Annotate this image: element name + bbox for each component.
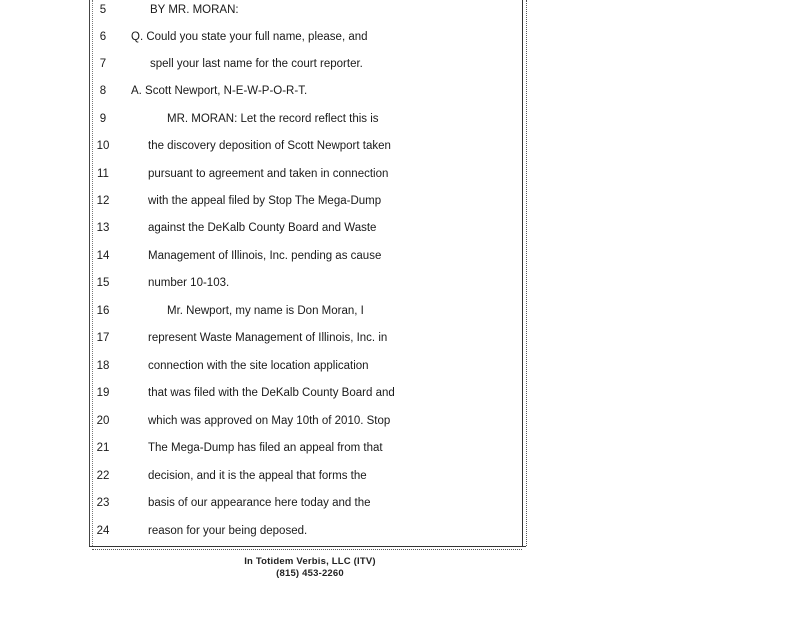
line-text: which was approved on May 10th of 2010. Stop	[148, 415, 391, 427]
line-number: 24	[96, 525, 110, 537]
line-number: 12	[96, 195, 110, 207]
transcript-line	[0, 246, 520, 266]
line-number: 19	[96, 387, 110, 399]
line-text: represent Waste Management of Illinois, Inc. in	[148, 332, 388, 344]
line-text: MR. MORAN: Let the record reflect this is	[167, 113, 379, 125]
line-number: 11	[97, 168, 109, 180]
line-text: basis of our appearance here today and the	[148, 497, 371, 509]
transcript-line	[0, 493, 520, 513]
line-text: A. Scott Newport, N-E-W-P-O-R-T.	[131, 85, 308, 97]
line-number: 10	[96, 140, 110, 152]
bottom-rule-dotted	[92, 549, 522, 550]
line-text: reason for your being deposed.	[148, 525, 308, 537]
transcript-line	[0, 301, 520, 321]
transcript-line	[0, 521, 520, 541]
footer-company: In Totidem Verbis, LLC (ITV)	[244, 556, 376, 567]
transcript-line	[0, 356, 520, 376]
line-number: 13	[96, 222, 110, 234]
line-text: that was filed with the DeKalb County Board and	[148, 387, 395, 399]
right-margin-rule	[522, 0, 523, 546]
transcript-line	[0, 466, 520, 486]
transcript-line	[0, 383, 520, 403]
transcript-line	[0, 109, 520, 129]
transcript-line	[0, 164, 520, 184]
transcript-line	[0, 54, 520, 74]
transcript-line	[0, 438, 520, 458]
line-text: Mr. Newport, my name is Don Moran, I	[167, 305, 364, 317]
line-number: 16	[96, 305, 110, 317]
transcript-line	[0, 273, 520, 293]
line-text: Q. Could you state your full name, please, and	[131, 31, 368, 43]
line-number: 6	[99, 31, 107, 43]
line-number: 8	[99, 85, 107, 97]
line-text: the discovery deposition of Scott Newport taken	[148, 140, 391, 152]
transcript-line	[0, 411, 520, 431]
line-number: 20	[96, 415, 110, 427]
bottom-rule	[89, 546, 526, 547]
line-number: 22	[96, 470, 110, 482]
line-text: The Mega-Dump has filed an appeal from that	[148, 442, 383, 454]
line-number: 7	[99, 58, 107, 70]
transcript-line	[0, 0, 520, 20]
line-text: spell your last name for the court reporter.	[150, 58, 363, 70]
transcript-line	[0, 27, 520, 47]
line-number: 15	[96, 277, 110, 289]
transcript-line	[0, 328, 520, 348]
line-text: BY MR. MORAN:	[150, 4, 239, 16]
line-number: 5	[99, 4, 107, 16]
transcript-line	[0, 136, 520, 156]
line-number: 23	[96, 497, 110, 509]
transcript-line	[0, 81, 520, 101]
line-text: connection with the site location application	[148, 360, 369, 372]
line-text: with the appeal filed by Stop The Mega-Dump	[148, 195, 382, 207]
line-text: number 10-103.	[148, 277, 230, 289]
line-text: pursuant to agreement and taken in connection	[148, 168, 389, 180]
line-number: 18	[96, 360, 110, 372]
line-text: Management of Illinois, Inc. pending as cause	[148, 250, 382, 262]
line-number: 21	[96, 442, 110, 454]
footer-phone: (815) 453-2260	[276, 568, 344, 579]
line-text: decision, and it is the appeal that forms the	[148, 470, 367, 482]
line-number: 9	[99, 113, 107, 125]
line-number: 17	[96, 332, 110, 344]
line-text: against the DeKalb County Board and Waste	[148, 222, 377, 234]
transcript-line	[0, 191, 520, 211]
line-number: 14	[96, 250, 110, 262]
transcript-line	[0, 218, 520, 238]
